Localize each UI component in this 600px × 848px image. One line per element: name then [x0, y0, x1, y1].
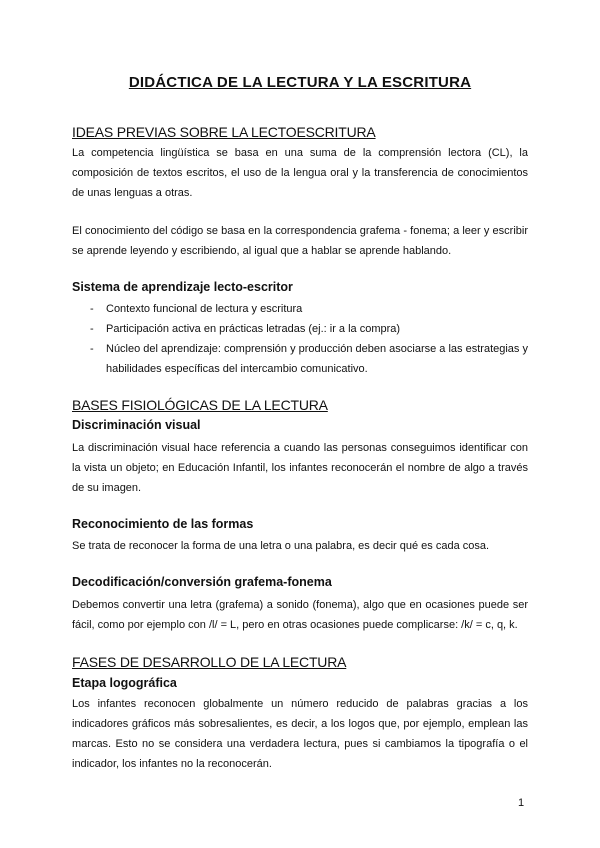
paragraph: La discriminación visual hace referencia a cuando las personas conseguimos identificar con la vista un objeto; en Educación Infantil, los infantes reconocerán el nombre de algo a través de su imagen. [72, 442, 528, 494]
paragraph: Debemos convertir una letra (grafema) a sonido (fonema), algo que en ocasiones puede ser fácil, como por ejemplo con /l/ = L, pero en otras ocasiones puede complicarse: /k/ = c, q, k. [72, 599, 528, 631]
subheading-etapa-logografica: Etapa logográfica [72, 676, 177, 690]
page-title: DIDÁCTICA DE LA LECTURA Y LA ESCRITURA [128, 74, 472, 91]
list-item [72, 319, 528, 339]
subheading-sistema-aprendizaje: Sistema de aprendizaje lecto-escritor [72, 280, 293, 294]
section-heading-ideas-previas: IDEAS PREVIAS SOBRE LA LECTOESCRITURA [72, 124, 376, 140]
paragraph: La competencia lingüística se basa en una suma de la comprensión lectora (CL), la composición de textos escritos, el uso de la lengua oral y la transferencia de conocimientos de unas lenguas a otras. [72, 147, 528, 199]
subheading-discriminacion-visual: Discriminación visual [72, 418, 201, 432]
paragraph: El conocimiento del código se basa en la correspondencia grafema - fonema; a leer y escribir se aprende leyendo y escribiendo, al igual que a hablar se aprende hablando. [72, 225, 528, 257]
paragraph: Los infantes reconocen globalmente un número reducido de palabras gracias a los indicadores gráficos más sobresalientes, es decir, a los logos que, por ejemplo, emplean las marcas. Esto no se considera una verdadera lectura, pues si cambiamos la tipografía o el indicador, los infantes no la reconocerán. [72, 698, 528, 770]
list-item-text: Núcleo del aprendizaje: comprensión y producción deben asociarse a las estrategias y habilidades específicas del intercambio comunicativo. [106, 343, 528, 375]
section-heading-fases-desarrollo: FASES DE DESARROLLO DE LA LECTURA [72, 654, 347, 670]
page-number: 1 [518, 797, 525, 809]
bullet-marker: - [90, 323, 94, 335]
bullet-marker: - [90, 343, 94, 355]
bullet-marker: - [90, 303, 94, 315]
subheading-decodificacion: Decodificación/conversión grafema-fonema [72, 575, 332, 589]
paragraph: Se trata de reconocer la forma de una letra o una palabra, es decir qué es cada cosa. [72, 540, 490, 552]
bullet-list [72, 299, 528, 379]
subheading-reconocimiento-formas: Reconocimiento de las formas [72, 517, 254, 531]
list-item-text: Contexto funcional de lectura y escritura [106, 303, 303, 315]
section-heading-bases-fisiologicas: BASES FISIOLÓGICAS DE LA LECTURA [72, 397, 328, 413]
list-item [72, 299, 528, 319]
list-item-text: Participación activa en prácticas letradas (ej.: ir a la compra) [106, 323, 401, 335]
list-item [72, 339, 528, 379]
